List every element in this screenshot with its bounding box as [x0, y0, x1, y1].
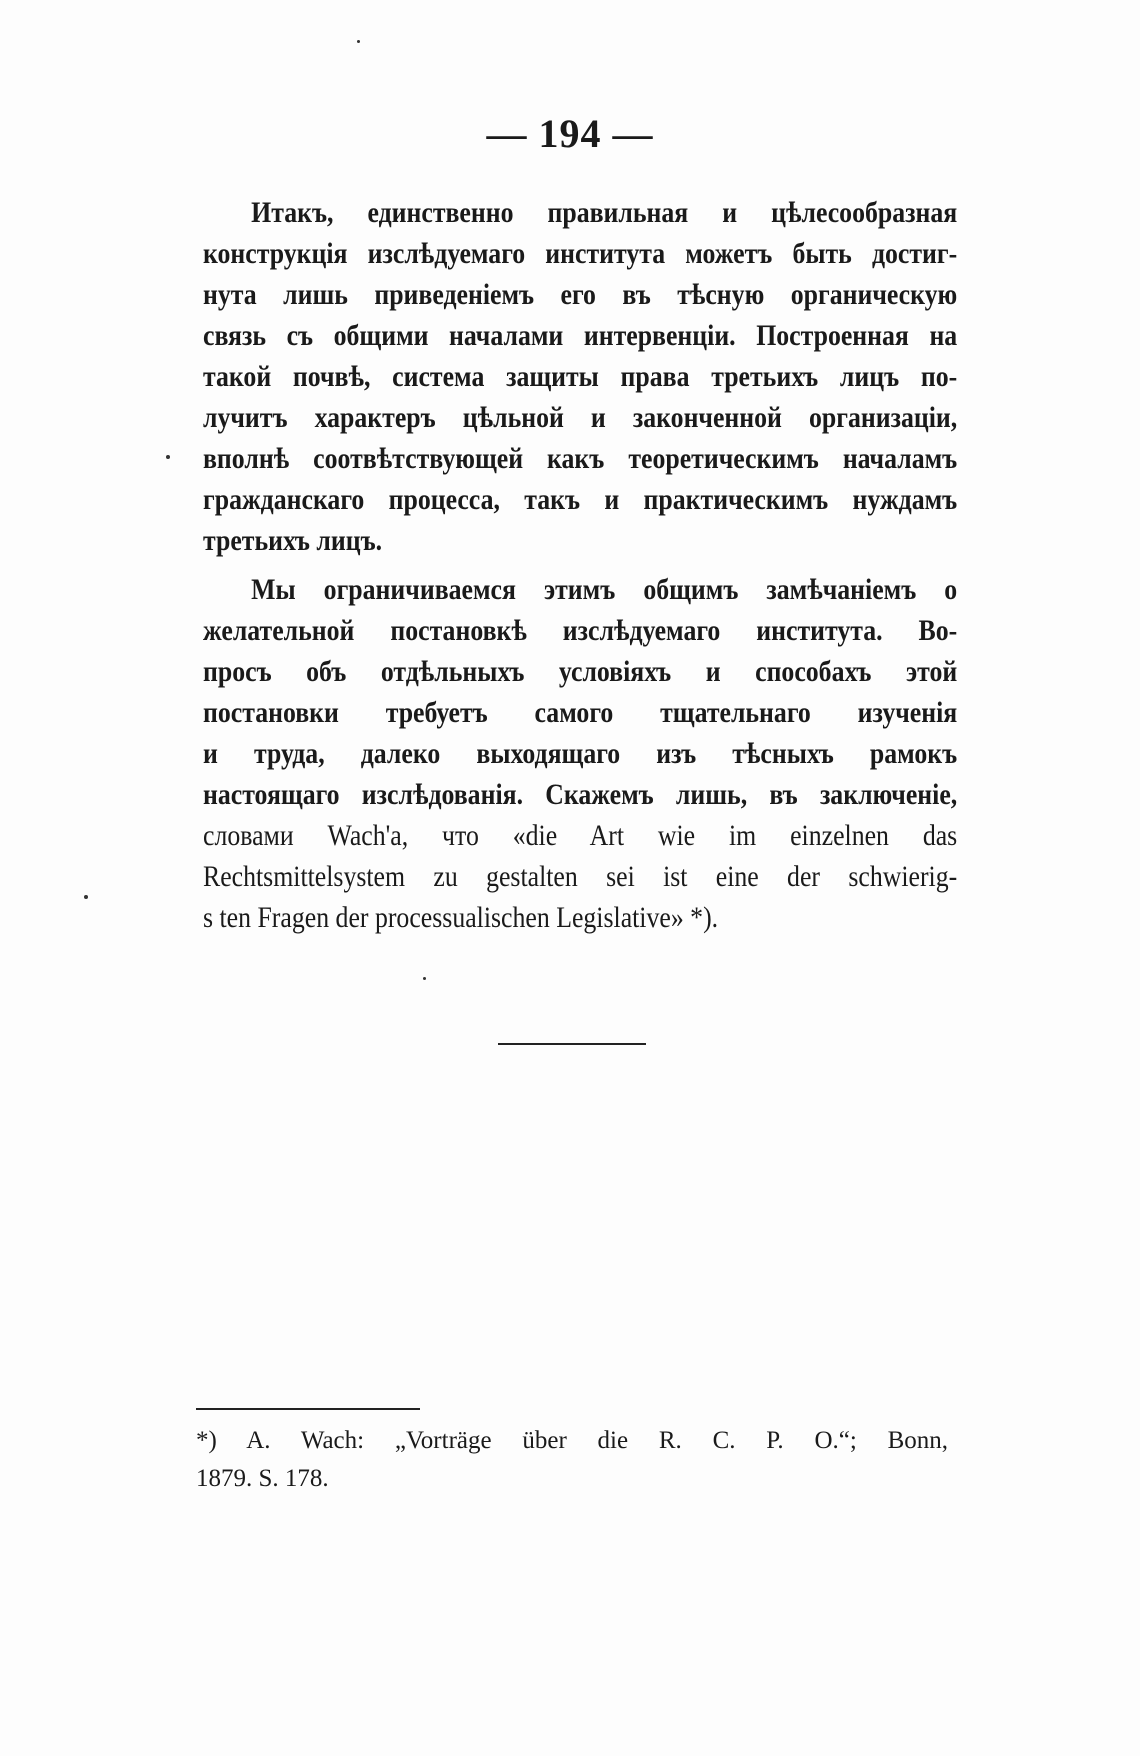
print-speck — [84, 895, 88, 899]
text-line: лучитъ характеръ цѣльной и законченной организаціи, — [203, 401, 958, 434]
footnote-line: 1879. S. 178. — [196, 1465, 329, 1492]
text-line: словами Wach'a, что «die Art wie im einzelnen das — [203, 819, 958, 852]
text-line: Итакъ, единственно правильная и цѣлесообразная — [251, 196, 958, 229]
text-line: Мы ограничиваемся этимъ общимъ замѣчаніемъ о — [251, 573, 958, 606]
page-number: — 194 — — [486, 111, 654, 156]
text-line: желательной постановкѣ изслѣдуемаго института. Во- — [203, 614, 958, 647]
print-speck — [423, 977, 426, 980]
paragraph-2 — [203, 569, 957, 938]
text-line: Rechtsmittelsystem zu gestalten sei ist eine der schwierig- — [203, 860, 958, 893]
main-text — [203, 192, 957, 938]
footnote — [196, 1422, 948, 1498]
text-line: связь съ общими началами интервенціи. Построенная на — [203, 319, 958, 352]
print-speck — [166, 455, 170, 459]
text-line: гражданскаго процесса, такъ и практическимъ нуждамъ — [203, 483, 958, 516]
footnote-rule — [196, 1408, 420, 1410]
text-line: s ten Fragen der processualischen Legislative» *). — [203, 901, 719, 934]
text-line: просъ объ отдѣльныхъ условіяхъ и способахъ этой — [203, 655, 958, 688]
paragraph-gap — [203, 561, 957, 569]
text-line: конструкція изслѣдуемаго института можетъ быть достиг- — [203, 237, 958, 270]
section-divider — [498, 1043, 646, 1045]
footnote-line: *) A. Wach: „Vorträge über die R. C. P. O.“; Bonn, — [196, 1427, 948, 1454]
text-line: настоящаго изслѣдованія. Скажемъ лишь, въ заключеніе, — [203, 778, 958, 811]
text-line: третьихъ лицъ. — [203, 524, 383, 557]
paragraph-1 — [203, 192, 957, 561]
text-line: такой почвѣ, система защиты права третьихъ лицъ по- — [203, 360, 958, 393]
text-line: нута лишь приведеніемъ его въ тѣсную органическую — [203, 278, 958, 311]
text-line: вполнѣ соотвѣтствующей какъ теоретическимъ началамъ — [203, 442, 958, 475]
text-line: постановки требуетъ самого тщательнаго изученія — [203, 696, 958, 729]
text-line: и труда, далеко выходящаго изъ тѣсныхъ рамокъ — [203, 737, 958, 770]
print-speck — [357, 40, 360, 43]
